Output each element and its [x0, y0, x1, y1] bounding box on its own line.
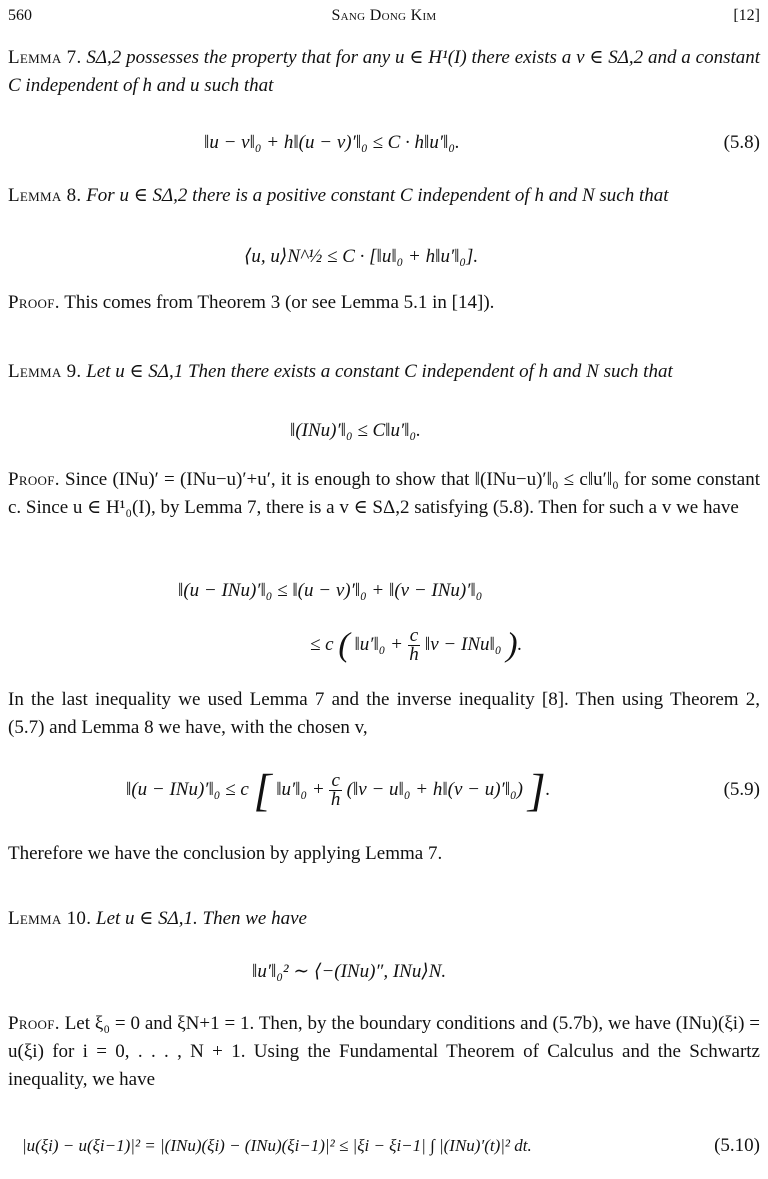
fraction-numerator: c	[409, 625, 419, 647]
proof-9-equation-line-2-body: ≤ c ( ‖u′‖₀ + $\frac{c}{h}$ ‖v − INu‖₀ ).	[310, 625, 523, 666]
lemma-9	[8, 358, 760, 386]
proof-9-equation-line-1-body: ‖(u − INu)′‖₀ ≤ ‖(u − v)′‖₀ + ‖(v − INu)′‖₀	[178, 580, 483, 601]
proof-9-conclusion-text: Therefore we have the conclusion by applying Lemma 7.	[8, 843, 443, 864]
equation-5-9-body: ‖(u − INu)′‖₀ ≤ c [ ‖u′‖₀ + $\frac{c}{h}$ (‖v − u‖₀ + h‖(v − u)′‖₀) ].	[126, 764, 551, 816]
proof-lemma-10	[8, 1010, 760, 1094]
running-author: Sang Dong Kim	[331, 7, 437, 24]
eq-line-2-term-2: ‖v − INu‖₀	[424, 634, 502, 655]
proof-10-text: Let ξ₀ = 0 and ξN+1 = 1. Then, by the boundary conditions and (5.7b), we have (INu)(ξi) = u(ξi) for i = 0, . . . , N + 1. Using the Fundamental Theorem of Calculus and the Schwartz inequality, we have	[8, 1013, 760, 1090]
page-number: 560	[8, 7, 32, 24]
equation-5-10-body: |u(ξi) − u(ξi−1)|² = |(INu)(ξi) − (INu)(ξi−1)|² ≤ |ξi − ξi−1| ∫ |(INu)′(t)|² dt.	[22, 1136, 532, 1155]
lemma-7	[8, 44, 760, 100]
proof-9-continuation	[8, 686, 760, 742]
equation-5-10	[8, 1126, 760, 1166]
equation-5-8	[8, 126, 760, 160]
proof-8-label: Proof.	[8, 292, 60, 313]
lemma-7-statement: SΔ,2 possesses the property that for any u ∈ H¹(I) there exists a v ∈ SΔ,2 and a constant C independent of h and u such that	[8, 47, 761, 96]
running-header	[8, 2, 760, 28]
eq-line-2-term-1: ‖u′‖₀ +	[354, 634, 403, 655]
lemma-10-statement: Let u ∈ SΔ,1. Then we have	[96, 908, 307, 929]
lemma-9-equation	[8, 414, 760, 448]
equation-5-8-body: ‖u − v‖₀ + h‖(u − v)′‖₀ ≤ C · h‖u′‖₀.	[204, 132, 460, 153]
eq-line-2-prefix: ≤ c	[310, 634, 334, 655]
equation-5-8-number: (5.8)	[723, 132, 760, 153]
proof-lemma-9	[8, 466, 760, 522]
lemma-9-label: Lemma 9.	[8, 361, 82, 382]
proof-9-equation-line-1	[8, 574, 760, 608]
fraction-c-over-h	[408, 627, 420, 664]
lemma-9-equation-body: ‖(INu)′‖₀ ≤ C‖u′‖₀.	[290, 420, 421, 441]
proof-9-label: Proof.	[8, 469, 60, 490]
lemma-8-statement: For u ∈ SΔ,2 there is a positive constant C independent of h and N such that	[86, 185, 669, 206]
lemma-10-equation-body: ‖u′‖₀² ∼ ⟨−(INu)″, INu⟩N.	[252, 961, 447, 982]
lemma-8-equation-body: ⟨u, u⟩N^½ ≤ C · [‖u‖₀ + h‖u′‖₀].	[244, 246, 479, 267]
lemma-10	[8, 905, 760, 933]
lemma-8	[8, 182, 760, 210]
equation-5-9	[8, 760, 760, 820]
proof-lemma-8	[8, 289, 760, 317]
lemma-9-statement: Let u ∈ SΔ,1 Then there exists a constant C independent of h and N such that	[86, 361, 673, 382]
fraction-numerator-2: c	[331, 770, 340, 792]
equation-5-9-lhs: ‖(u − INu)′‖₀ ≤ c	[126, 779, 249, 800]
lemma-10-equation	[8, 955, 760, 989]
equation-5-9-term-2: (‖v − u‖₀ + h‖(v − u)′‖₀)	[346, 779, 523, 800]
lemma-8-equation	[8, 240, 760, 274]
fraction-c-over-h-2	[329, 772, 341, 809]
lemma-8-label: Lemma 8.	[8, 185, 82, 206]
proof-10-label: Proof.	[8, 1013, 60, 1034]
proof-9-equation-line-2	[8, 620, 760, 670]
left-paren: (	[338, 626, 350, 664]
fraction-denominator-2: h	[330, 789, 341, 811]
proof-9-conclusion	[8, 840, 760, 868]
equation-5-9-number: (5.9)	[723, 779, 760, 800]
equation-5-9-term-1: ‖u′‖₀ +	[276, 779, 325, 800]
lemma-7-label: Lemma 7.	[8, 47, 82, 68]
issue-reference: [12]	[733, 7, 760, 24]
right-paren: )	[506, 626, 518, 664]
fraction-denominator: h	[409, 644, 419, 666]
left-bracket: [	[253, 764, 272, 816]
lemma-10-label: Lemma 10.	[8, 908, 92, 929]
proof-8-text: This comes from Theorem 3 (or see Lemma 5.1 in [14]).	[64, 292, 495, 313]
proof-9-text-2: In the last inequality we used Lemma 7 and the inverse inequality [8]. Then using Theorem 2, (5.7) and Lemma 8 we have, with the chosen v,	[8, 689, 760, 738]
equation-5-10-number: (5.10)	[714, 1135, 760, 1156]
proof-9-text: Since (INu)′ = (INu−u)′+u′, it is enough to show that ‖(INu−u)′‖₀ ≤ c‖u′‖₀ for some constant c. Since u ∈ H¹₀(I), by Lemma 7, there is a v ∈ SΔ,2 satisfying (5.8). Then for such a v we have	[8, 469, 760, 518]
right-bracket: ]	[527, 764, 546, 816]
